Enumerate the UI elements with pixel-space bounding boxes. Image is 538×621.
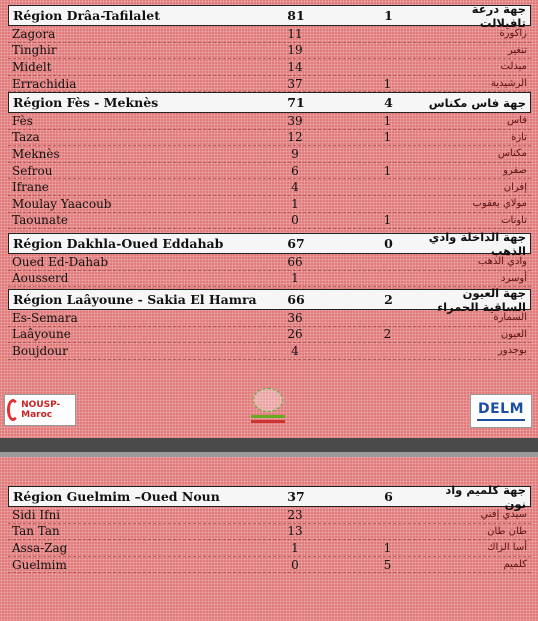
delm-underline <box>477 419 525 421</box>
province-name-ar: وادي الذهب <box>477 256 527 268</box>
province-total: 0 <box>291 213 299 228</box>
region-section-guelmim <box>8 482 531 573</box>
province-name-ar: تنغير <box>507 44 527 56</box>
region-total: 81 <box>287 8 305 23</box>
province-name-ar: فاس <box>506 115 527 127</box>
delm-logo <box>470 394 532 428</box>
region-section-draa-tafilalet <box>8 1 531 92</box>
province-name-ar: طان طان <box>487 525 527 537</box>
table-row <box>8 146 531 163</box>
region-name: Région Guelmim –Oued Noun <box>13 489 220 504</box>
province-name: Zagora <box>12 26 56 41</box>
province-name-ar: ميدلت <box>500 61 527 73</box>
table-row <box>8 254 531 271</box>
province-name: Meknès <box>12 146 60 161</box>
province-name-ar: تاونات <box>501 214 527 226</box>
nousp-logo <box>4 394 76 426</box>
region-section-fes-meknes <box>8 92 531 229</box>
province-name: Fès <box>12 113 33 128</box>
province-total: 13 <box>287 524 303 539</box>
region-header <box>8 285 531 314</box>
province-new: 5 <box>383 557 392 572</box>
table-row <box>8 310 531 327</box>
region-name: Région Fès - Meknès <box>13 95 159 110</box>
province-total: 26 <box>287 327 303 342</box>
delm-logo-text: DELM <box>477 401 525 417</box>
province-name-ar: مولاي يعقوب <box>472 198 527 210</box>
table-row <box>8 76 531 93</box>
province-name: Taza <box>12 130 40 145</box>
province-name-ar: تازة <box>511 131 527 143</box>
province-new: 1 <box>383 130 392 145</box>
province-name-ar: كلميم <box>503 559 527 571</box>
province-name: Es-Semara <box>12 310 78 325</box>
table-row <box>8 343 531 360</box>
table-row <box>8 59 531 76</box>
table-row <box>8 179 531 196</box>
region-total: 66 <box>287 292 305 307</box>
region-section-laayoune <box>8 285 531 360</box>
province-new: 1 <box>383 76 392 91</box>
region-new-cases: 6 <box>384 489 393 504</box>
province-total: 14 <box>287 59 303 74</box>
region-header <box>8 229 531 258</box>
province-name-ar: أسا الزاك <box>487 542 527 554</box>
province-name: Sidi Ifni <box>12 507 61 522</box>
page-divider-shadow <box>0 452 538 457</box>
province-name-ar: أوسرد <box>501 272 527 284</box>
region-name-ar: جهة كلميم واد نون <box>445 482 526 511</box>
province-total: 0 <box>291 557 299 572</box>
province-name-ar: زاكورة <box>499 28 527 40</box>
province-total: 1 <box>291 540 299 555</box>
table-row <box>8 507 531 524</box>
province-name: Errachidia <box>12 76 77 91</box>
province-name: Tan Tan <box>12 524 60 539</box>
region-new-cases: 2 <box>384 292 393 307</box>
province-name-ar: إفران <box>503 181 527 193</box>
province-total: 6 <box>291 163 299 178</box>
region-header <box>8 1 531 30</box>
region-section-dakhla <box>8 229 531 287</box>
region-total: 71 <box>287 95 305 110</box>
province-name-ar: سيدي إفني <box>480 509 527 521</box>
province-name-ar: الرشيدية <box>490 78 527 90</box>
province-name-ar: العيون <box>500 328 527 340</box>
province-total: 1 <box>291 271 299 286</box>
province-name-ar: السمارة <box>493 312 527 324</box>
province-total: 4 <box>291 180 299 195</box>
province-new: 1 <box>383 213 392 228</box>
province-name: Guelmim <box>12 557 67 572</box>
province-total: 19 <box>287 43 303 58</box>
table-row <box>8 540 531 557</box>
province-name: Ifrane <box>12 180 49 195</box>
region-name-ar: جهة فاس مكناس <box>428 95 526 110</box>
table-row <box>8 213 531 230</box>
province-name: Sefrou <box>12 163 53 178</box>
region-header <box>8 482 531 511</box>
region-total: 67 <box>287 236 305 251</box>
page-divider <box>0 438 538 452</box>
province-total: 4 <box>291 343 299 358</box>
province-new: 1 <box>383 163 392 178</box>
region-new-cases: 4 <box>384 95 393 110</box>
province-name: Oued Ed-Dahab <box>12 254 108 269</box>
region-name-ar: جهة درعة تافيلالت <box>471 1 526 30</box>
province-name-ar: صفرو <box>503 165 527 177</box>
province-name: Laâyoune <box>12 327 71 342</box>
table-row <box>8 557 531 574</box>
province-name: Boujdour <box>12 343 68 358</box>
table-row <box>8 524 531 541</box>
province-total: 9 <box>291 146 299 161</box>
table-row <box>8 196 531 213</box>
region-name: Région Laâyoune - Sakia El Hamra <box>13 292 257 307</box>
province-new: 2 <box>383 327 392 342</box>
table-row <box>8 163 531 180</box>
province-total: 36 <box>287 310 303 325</box>
nousp-mark-icon <box>7 399 19 421</box>
province-total: 66 <box>287 254 303 269</box>
table-row <box>8 130 531 147</box>
emblem-bar-green <box>251 415 285 418</box>
province-name: Assa-Zag <box>12 540 68 555</box>
nousp-logo-text: NOUSP-Maroc <box>21 400 61 420</box>
province-name: Taounate <box>12 213 68 228</box>
table-row <box>8 43 531 60</box>
province-total: 11 <box>287 26 303 41</box>
region-name-ar: جهة العيون الساقية الحمراء <box>437 285 526 314</box>
province-total: 39 <box>287 113 303 128</box>
region-name: Région Dakhla-Oued Eddahab <box>13 236 224 251</box>
region-name-ar: جهة الداخلة وادي الذهب <box>428 229 526 258</box>
ministry-emblem <box>248 388 288 432</box>
province-name: Tinghir <box>12 43 57 58</box>
table-row <box>8 113 531 130</box>
province-new: 1 <box>383 540 392 555</box>
province-name-ar: مكناس <box>497 148 527 160</box>
province-total: 1 <box>291 196 299 211</box>
logo-row <box>0 388 538 436</box>
table-row <box>8 327 531 344</box>
province-new: 1 <box>383 113 392 128</box>
region-total: 37 <box>287 489 305 504</box>
region-header <box>8 92 531 113</box>
emblem-bar-red <box>251 420 285 423</box>
ministry-emblem-icon <box>253 388 283 412</box>
province-total: 37 <box>287 76 303 91</box>
region-new-cases: 0 <box>384 236 393 251</box>
province-name-ar: بوجدور <box>497 345 527 357</box>
province-name: Aousserd <box>12 271 69 286</box>
table-row <box>8 26 531 43</box>
province-total: 23 <box>287 507 303 522</box>
province-name: Moulay Yaacoub <box>12 196 112 211</box>
region-new-cases: 1 <box>384 8 393 23</box>
province-name: Midelt <box>12 59 52 74</box>
region-name: Région Drâa-Tafilalet <box>13 8 160 23</box>
province-total: 12 <box>287 130 303 145</box>
